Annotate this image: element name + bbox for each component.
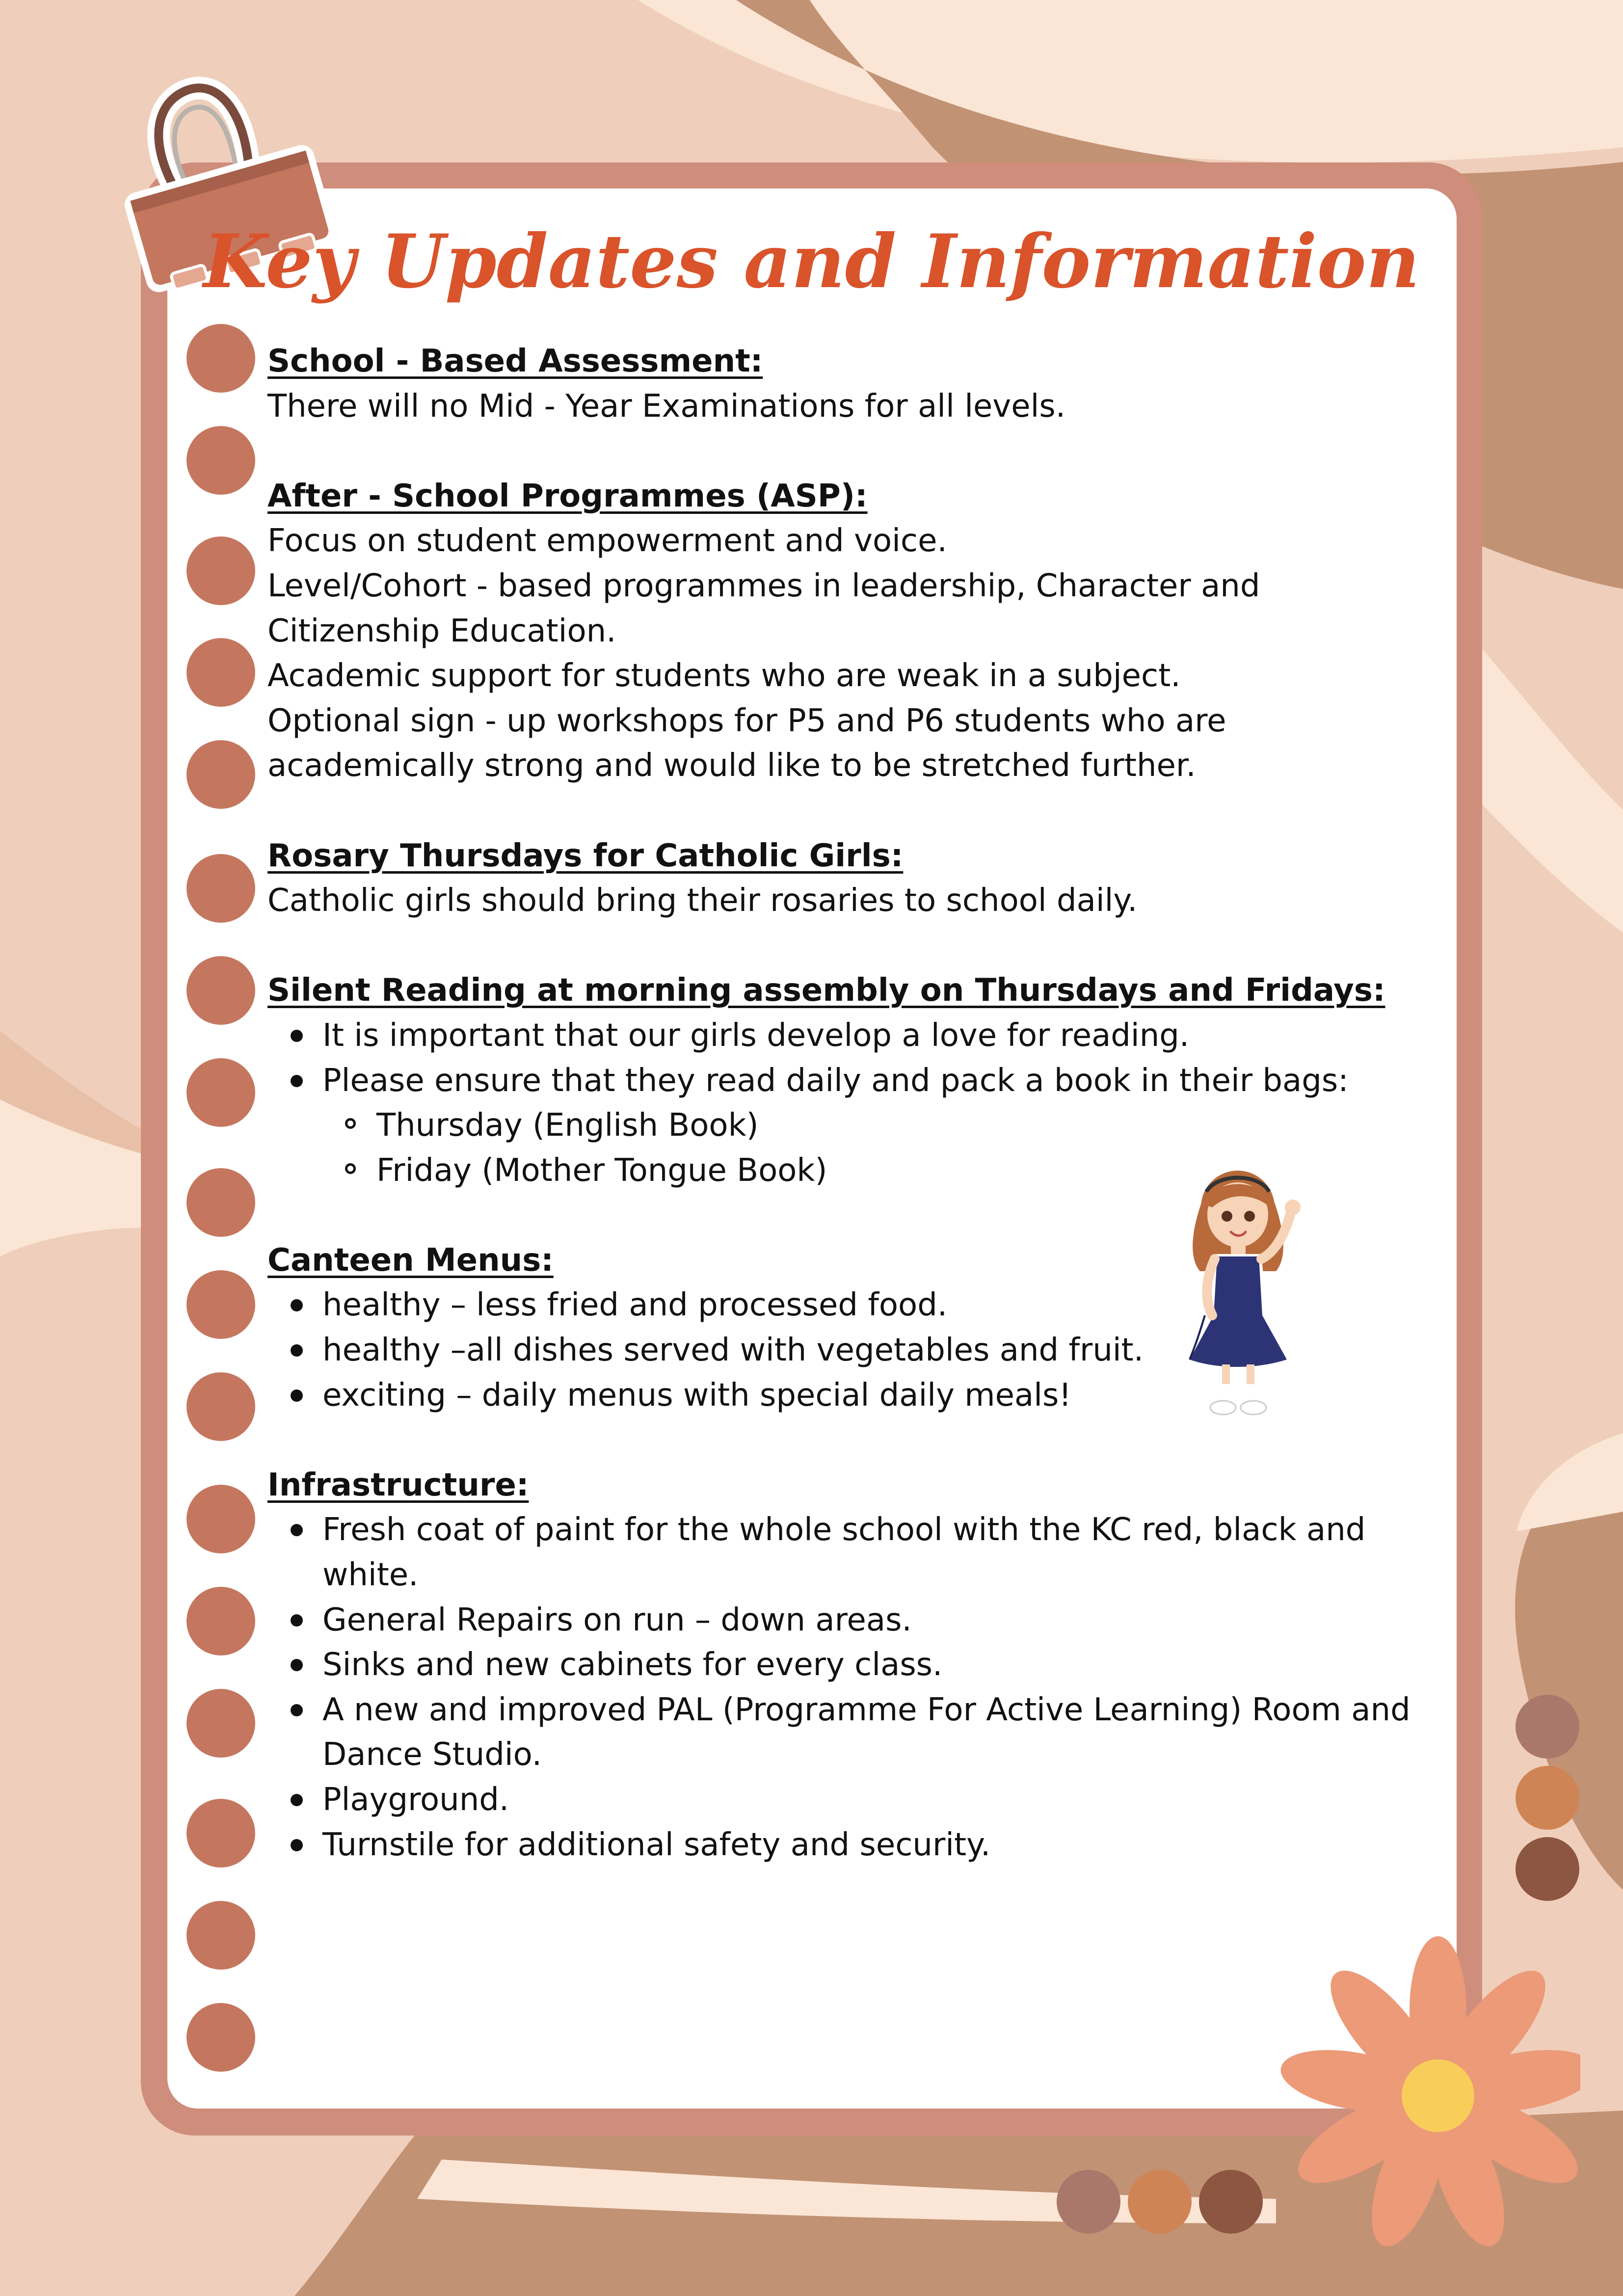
binder-hole: [186, 2003, 255, 2072]
section-text: Catholic girls should bring their rosaries to school daily.: [267, 882, 1138, 919]
list-item: healthy –all dishes served with vegetables and fruit.: [267, 1328, 1426, 1373]
section-text: There will no Mid - Year Examinations for all levels.: [267, 388, 1066, 425]
list-item: Please ensure that they read daily and pack a book in their bags:: [267, 1059, 1426, 1104]
section-infrastructure: [267, 1463, 1426, 1868]
list-item: Sinks and new cabinets for every class.: [267, 1643, 1426, 1688]
binder-hole: [186, 1372, 255, 1441]
palette-dot: [1128, 2170, 1192, 2234]
palette-dot: [1516, 1766, 1579, 1830]
list-item: exciting – daily menus with special daily meals!: [267, 1373, 1426, 1418]
binder-hole: [186, 1270, 255, 1339]
list-item: General Repairs on run – down areas.: [267, 1598, 1426, 1643]
section-heading: Infrastructure:: [267, 1467, 529, 1503]
binder-hole: [186, 854, 255, 923]
binder-hole: [186, 638, 255, 707]
list-item: It is important that our girls develop a love for reading.: [267, 1014, 1426, 1059]
binder-hole: [186, 536, 255, 605]
section-text: Academic support for students who are weak in a subject.: [267, 658, 1181, 694]
binder-hole: [186, 426, 255, 495]
section-heading: School - Based Assessment:: [267, 343, 763, 379]
daisy-flower: [1266, 1914, 1580, 2277]
section-rosary-thursdays: [267, 834, 1426, 924]
section-text: Optional sign - up workshops for P5 and P6 students who are academically strong and would like to be stretched further.: [267, 702, 1226, 784]
section-text: Focus on student empowerment and voice.: [267, 523, 947, 560]
list-item: Turnstile for additional safety and security.: [267, 1823, 1426, 1868]
section-text: Level/Cohort - based programmes in leadership, Character and Citizenship Education.: [267, 567, 1260, 649]
list-item: Playground.: [267, 1778, 1426, 1823]
updates-content: [267, 339, 1426, 1868]
page-title: Key Updates and Information: [203, 218, 1420, 305]
binder-hole: [186, 740, 255, 809]
palette-dot: [1516, 1837, 1579, 1901]
section-heading: Canteen Menus:: [267, 1242, 554, 1279]
binder-hole: [186, 1168, 255, 1237]
binder-hole: [186, 324, 255, 393]
palette-dot: [1516, 1695, 1579, 1759]
binder-hole: [186, 1058, 255, 1127]
bullet-list: [267, 1508, 1426, 1868]
list-item: healthy – less fried and processed food.: [267, 1283, 1426, 1328]
binder-hole: [186, 1485, 255, 1553]
section-heading: After - School Programmes (ASP):: [267, 478, 868, 514]
binder-hole: [186, 1901, 255, 1970]
binder-hole: [186, 1799, 255, 1868]
bullet-list: [267, 1014, 1426, 1103]
binder-hole: [186, 956, 255, 1025]
section-heading: Silent Reading at morning assembly on Thursdays and Fridays:: [267, 972, 1385, 1009]
list-item: Friday (Mother Tongue Book): [267, 1148, 1426, 1194]
binder-hole: [186, 1689, 255, 1758]
section-after-school-programmes: [267, 474, 1426, 789]
section-heading: Rosary Thursdays for Catholic Girls:: [267, 837, 904, 874]
list-item: Fresh coat of paint for the whole school with the KC red, black and white.: [267, 1508, 1426, 1598]
binder-hole: [186, 1587, 255, 1655]
palette-dot: [1199, 2170, 1263, 2234]
list-item: Thursday (English Book): [267, 1103, 1426, 1148]
schoolgirl-illustration: [1158, 1153, 1320, 1418]
list-item: A new and improved PAL (Programme For Active Learning) Room and Dance Studio.: [267, 1688, 1426, 1778]
section-school-based-assessment: [267, 339, 1426, 429]
palette-dot: [1057, 2170, 1120, 2234]
